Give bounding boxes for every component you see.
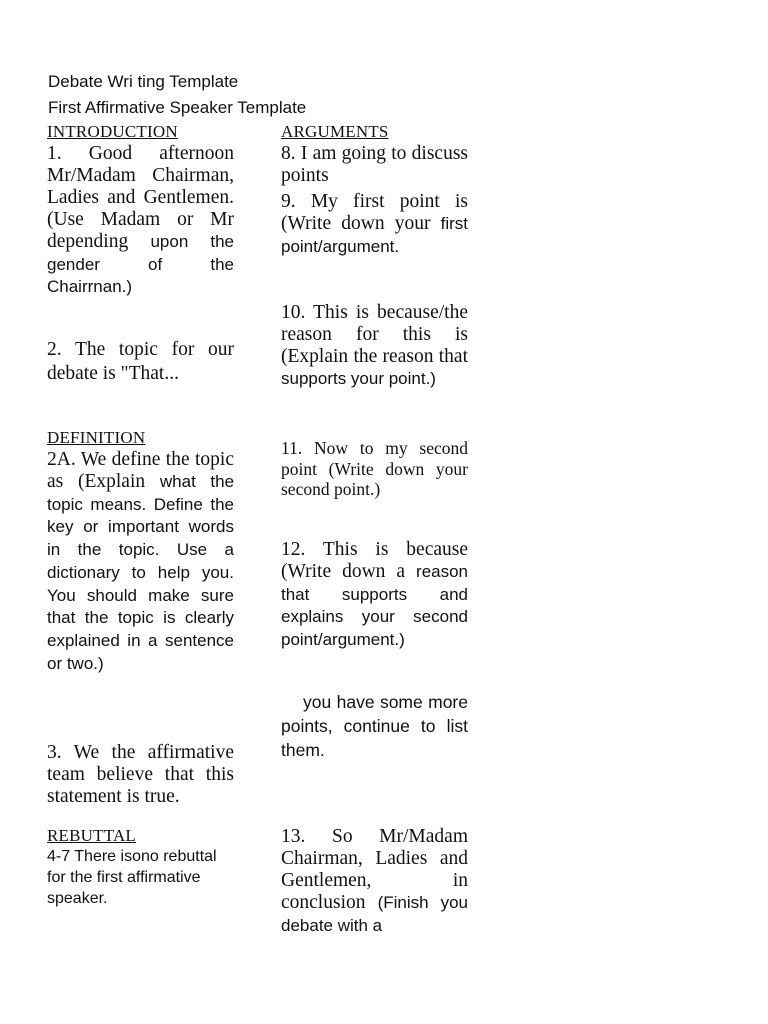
more-points-note: you have some more points, continue to list them. — [281, 692, 468, 760]
rebuttal-heading: REBUTTAL — [47, 826, 137, 845]
argument-p13-sans: (Finish you debate with a — [281, 893, 468, 935]
introduction-p1-serif: 1. Good afternoon Mr/Madam Chairman, Ladies and Gentlemen. (Use Madam or Mr depending — [47, 143, 234, 252]
definition-p-sans: what the topic means. Define the key or important words in the topic. Use a dictionary to help you. You should make sure that the topic is clearly explained in a sentence or two.) — [47, 472, 235, 673]
definition-p-serif: 2A. We define the topic as (Explain — [47, 449, 234, 492]
right-column — [281, 122, 468, 258]
argument-paragraph-13 — [281, 826, 468, 937]
definition-heading: DEFINITION — [47, 428, 146, 447]
argument-paragraph-11: 11. Now to my second point (Write down your second point.) — [281, 438, 468, 500]
argument-p12-serif: 12. This is because (Write down a — [281, 539, 468, 582]
argument-p12-sans: reason that supports and explains your second point/argument.) — [281, 562, 469, 650]
argument-p13-serif: 13. So Mr/Madam Chairman, Ladies and Gentlemen, in conclusion — [281, 826, 468, 913]
introduction-p1-sans: upon the gender of the Chairrnan.) — [47, 232, 234, 297]
argument-paragraph-8: 8. I am going to discuss points — [281, 143, 468, 186]
argument-paragraph-9 — [281, 191, 468, 258]
argument-p9-serif: 9. My first point is (Write down your — [281, 191, 468, 234]
document-title: Debate Wri ting Template — [48, 72, 239, 91]
argument-p10-sans: supports your point.) — [281, 369, 436, 388]
argument-paragraph-10 — [281, 302, 468, 391]
argument-p10-serif: 10. This is because/the reason for this is (Explain the reason that — [281, 302, 468, 367]
introduction-paragraph-1 — [47, 143, 234, 299]
rebuttal-section — [47, 826, 234, 909]
document-subtitle: First Affirmative Speaker Template — [48, 98, 307, 117]
argument-p9-sans: first point/argument. — [281, 214, 468, 256]
definition-paragraph — [47, 449, 234, 675]
introduction-heading: INTRODUCTION — [47, 122, 178, 141]
arguments-heading: ARGUMENTS — [281, 122, 389, 141]
paragraph-3: 3. We the affirmative team believe that this statement is true. — [47, 742, 234, 807]
introduction-paragraph-2: 2. The topic for our debate is "That... — [47, 339, 234, 384]
left-column — [47, 122, 234, 299]
definition-section — [47, 428, 234, 675]
argument-paragraph-12 — [281, 539, 468, 652]
rebuttal-text: 4-7 There isono rebuttal for the first affirmative speaker. — [47, 848, 217, 907]
